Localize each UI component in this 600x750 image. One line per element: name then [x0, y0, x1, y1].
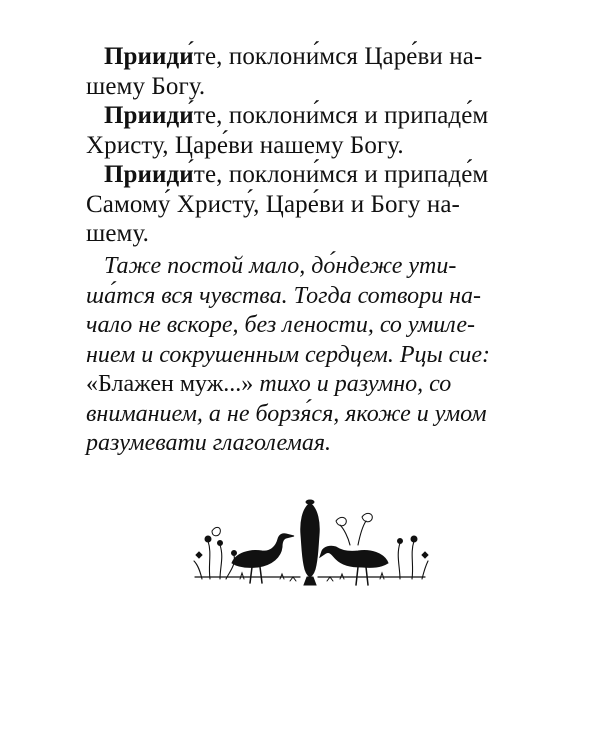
- flower-bud: [205, 536, 211, 542]
- line-text: шему.: [86, 220, 149, 247]
- flower-bud: [398, 539, 403, 544]
- prayer-line: [86, 219, 556, 249]
- rubric-line: чало не вскоре, без лености, со умиле-: [86, 312, 475, 338]
- left-bird-leg: [250, 567, 252, 583]
- prayer-line: [86, 190, 556, 220]
- flower-petal: [336, 517, 346, 525]
- bold-start: Прииди: [104, 161, 194, 188]
- flower-bud: [411, 536, 417, 542]
- bold-start: Прииди: [104, 102, 194, 129]
- prayer-line: [86, 160, 556, 190]
- prayer-verse-3: [86, 160, 556, 249]
- flower-petal: [212, 527, 220, 535]
- flower-bud: [218, 541, 223, 546]
- line-text: ́те, поклони́мся и припаде́м: [193, 102, 489, 129]
- flower-petal: [196, 552, 202, 558]
- vase-shape: [301, 503, 319, 577]
- rubric-instruction: [86, 252, 558, 459]
- prayer-line: [86, 131, 556, 161]
- line-text: Христу, Царе́ви нашему Богу.: [86, 131, 404, 159]
- right-bird-leg: [356, 567, 358, 585]
- right-bird-body: [320, 546, 388, 567]
- rubric-line: [86, 370, 558, 400]
- prayer-line: [86, 101, 556, 131]
- prayer-line: [86, 42, 556, 72]
- rubric-line: нием и сокрушенным сердцем. Рцы сие:: [86, 341, 491, 368]
- line-text: ́те, поклони́мся и припаде́м: [193, 161, 489, 188]
- line-text: Самому́ Христу́, Царе́ви и Богу на-: [86, 190, 460, 218]
- vase-foot: [304, 577, 316, 585]
- rubric-line: разумевати глаголемая.: [86, 430, 331, 456]
- flower-bud: [232, 551, 237, 556]
- flower-petal: [362, 513, 372, 521]
- birds-and-vase-ornament-icon: [190, 495, 430, 605]
- line-text: ́те, поклони́мся Царе́ви на-: [193, 43, 483, 70]
- flower-petal: [422, 552, 428, 558]
- psalm-quote: «Блажен муж...»: [86, 371, 254, 397]
- rubric-line: ша́тся вся чувства. Тогда сотвори на-: [86, 282, 481, 309]
- rubric-after-quote: тихо и разумно, со: [259, 371, 452, 397]
- right-bird-leg: [366, 567, 368, 585]
- line-text: шему Богу.: [86, 72, 206, 100]
- prayer-verse-1: [86, 42, 556, 101]
- bold-start: Прииди: [104, 43, 194, 70]
- right-plants: [340, 521, 428, 579]
- rubric-line: Таже постой мало, до́ндеже ути-: [104, 253, 457, 279]
- rubric-line: вниманием, а не борзя́ся, якоже и умом: [86, 400, 487, 427]
- prayer-verse-2: [86, 101, 556, 160]
- prayer-line: [86, 72, 556, 102]
- left-bird-leg: [260, 567, 262, 583]
- vase-neck: [306, 500, 314, 504]
- left-bird-body: [232, 534, 294, 568]
- left-plants: [194, 541, 234, 579]
